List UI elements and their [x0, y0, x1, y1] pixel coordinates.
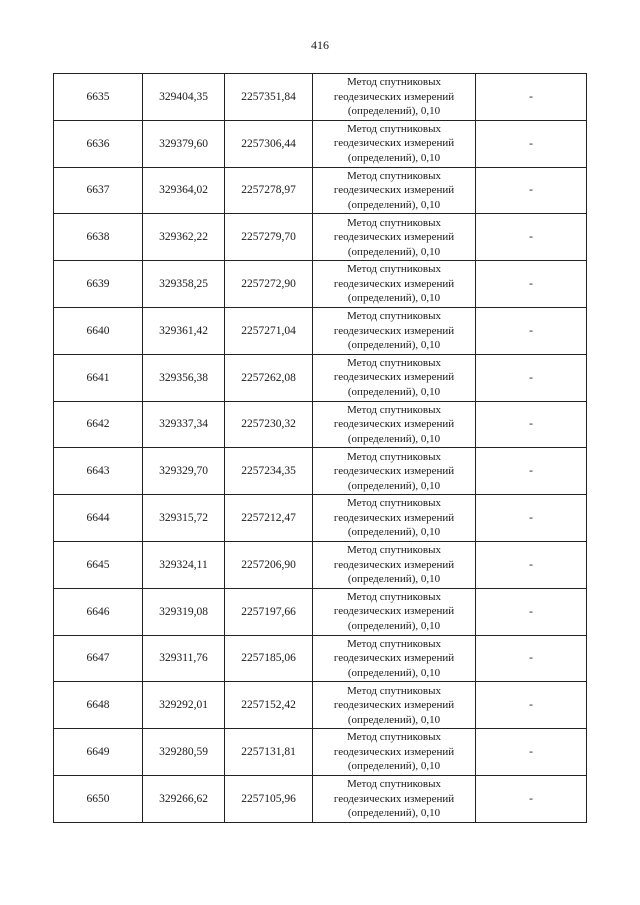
method-cell: [313, 354, 476, 401]
point-number-cell: 6646: [54, 588, 143, 635]
description-cell: -: [476, 775, 587, 822]
method-text-line: (определений), 0,10: [347, 385, 441, 398]
method-text-line: (определений), 0,10: [347, 198, 441, 211]
method-cell: [313, 495, 476, 542]
method-text-line: (определений), 0,10: [347, 151, 441, 164]
point-number-cell: 6636: [54, 120, 143, 167]
method-text-line: (определений), 0,10: [347, 666, 441, 679]
description-cell: -: [476, 448, 587, 495]
method-text-line: геодезических измерений: [333, 605, 455, 618]
x-coordinate-cell: 329280,59: [143, 729, 225, 776]
y-coordinate-cell: 2257152,42: [225, 682, 313, 729]
method-text-line: (определений), 0,10: [347, 479, 441, 492]
table-row: [54, 635, 587, 682]
point-number-cell: 6645: [54, 541, 143, 588]
method-text-line: Метод спутниковых: [347, 76, 441, 89]
description-cell: -: [476, 214, 587, 261]
method-text-line: геодезических измерений: [333, 558, 455, 571]
table-row: [54, 541, 587, 588]
table-row: [54, 307, 587, 354]
method-cell: [313, 214, 476, 261]
description-cell: -: [476, 74, 587, 121]
coordinates-table-body: [54, 74, 587, 823]
point-number-cell: 6643: [54, 448, 143, 495]
description-cell: -: [476, 120, 587, 167]
method-text-line: геодезических измерений: [333, 231, 455, 244]
description-cell: -: [476, 401, 587, 448]
method-cell: [313, 775, 476, 822]
x-coordinate-cell: 329266,62: [143, 775, 225, 822]
method-cell: [313, 307, 476, 354]
point-number-cell: 6640: [54, 307, 143, 354]
table-row: [54, 448, 587, 495]
table-row: [54, 682, 587, 729]
y-coordinate-cell: 2257206,90: [225, 541, 313, 588]
table-row: [54, 401, 587, 448]
description-cell: -: [476, 495, 587, 542]
point-number-cell: 6650: [54, 775, 143, 822]
method-cell: [313, 635, 476, 682]
point-number-cell: 6649: [54, 729, 143, 776]
point-number-cell: 6641: [54, 354, 143, 401]
y-coordinate-cell: 2257197,66: [225, 588, 313, 635]
method-cell: [313, 541, 476, 588]
method-text-line: геодезических измерений: [333, 184, 455, 197]
method-text-line: (определений), 0,10: [347, 807, 441, 820]
x-coordinate-cell: 329358,25: [143, 261, 225, 308]
x-coordinate-cell: 329319,08: [143, 588, 225, 635]
method-text-line: геодезических измерений: [333, 418, 455, 431]
point-number-cell: 6637: [54, 167, 143, 214]
method-text-line: Метод спутниковых: [347, 544, 441, 557]
method-text-line: Метод спутниковых: [347, 122, 441, 135]
y-coordinate-cell: 2257185,06: [225, 635, 313, 682]
table-row: [54, 261, 587, 308]
method-text-line: Метод спутниковых: [347, 216, 441, 229]
method-text-line: (определений), 0,10: [347, 105, 441, 118]
method-cell: [313, 401, 476, 448]
method-text-line: геодезических измерений: [333, 90, 455, 103]
point-number-cell: 6647: [54, 635, 143, 682]
point-number-cell: 6639: [54, 261, 143, 308]
method-text-line: Метод спутниковых: [347, 169, 441, 182]
method-text-line: геодезических измерений: [333, 371, 455, 384]
y-coordinate-cell: 2257306,44: [225, 120, 313, 167]
y-coordinate-cell: 2257234,35: [225, 448, 313, 495]
x-coordinate-cell: 329364,02: [143, 167, 225, 214]
method-text-line: геодезических измерений: [333, 792, 455, 805]
table-row: [54, 495, 587, 542]
method-text-line: Метод спутниковых: [347, 263, 441, 276]
method-cell: [313, 588, 476, 635]
method-text-line: геодезических измерений: [333, 137, 455, 150]
table-row: [54, 120, 587, 167]
x-coordinate-cell: 329362,22: [143, 214, 225, 261]
method-cell: [313, 682, 476, 729]
method-text-line: (определений), 0,10: [347, 619, 441, 632]
method-text-line: Метод спутниковых: [347, 731, 441, 744]
method-cell: [313, 120, 476, 167]
point-number-cell: 6642: [54, 401, 143, 448]
method-text-line: геодезических измерений: [333, 324, 455, 337]
point-number-cell: 6648: [54, 682, 143, 729]
x-coordinate-cell: 329311,76: [143, 635, 225, 682]
method-text-line: Метод спутниковых: [347, 637, 441, 650]
method-text-line: геодезических измерений: [333, 277, 455, 290]
y-coordinate-cell: 2257351,84: [225, 74, 313, 121]
method-text-line: Метод спутниковых: [347, 310, 441, 323]
table-row: [54, 775, 587, 822]
description-cell: -: [476, 261, 587, 308]
table-row: [54, 729, 587, 776]
method-text-line: Метод спутниковых: [347, 778, 441, 791]
method-text-line: (определений), 0,10: [347, 432, 441, 445]
y-coordinate-cell: 2257105,96: [225, 775, 313, 822]
y-coordinate-cell: 2257212,47: [225, 495, 313, 542]
table-row: [54, 354, 587, 401]
x-coordinate-cell: 329324,11: [143, 541, 225, 588]
description-cell: -: [476, 167, 587, 214]
x-coordinate-cell: 329356,38: [143, 354, 225, 401]
y-coordinate-cell: 2257131,81: [225, 729, 313, 776]
method-text-line: (определений), 0,10: [347, 245, 441, 258]
method-text-line: Метод спутниковых: [347, 356, 441, 369]
method-text-line: геодезических измерений: [333, 465, 455, 478]
point-number-cell: 6644: [54, 495, 143, 542]
method-text-line: (определений), 0,10: [347, 339, 441, 352]
y-coordinate-cell: 2257272,90: [225, 261, 313, 308]
method-cell: [313, 74, 476, 121]
description-cell: -: [476, 307, 587, 354]
y-coordinate-cell: 2257278,97: [225, 167, 313, 214]
method-text-line: (определений), 0,10: [347, 292, 441, 305]
page-number: 416: [311, 38, 329, 52]
method-cell: [313, 448, 476, 495]
method-text-line: геодезических измерений: [333, 511, 455, 524]
x-coordinate-cell: 329361,42: [143, 307, 225, 354]
table-row: [54, 214, 587, 261]
x-coordinate-cell: 329404,35: [143, 74, 225, 121]
table-row: [54, 167, 587, 214]
description-cell: -: [476, 729, 587, 776]
y-coordinate-cell: 2257230,32: [225, 401, 313, 448]
method-text-line: (определений), 0,10: [347, 760, 441, 773]
x-coordinate-cell: 329337,34: [143, 401, 225, 448]
method-text-line: Метод спутниковых: [347, 590, 441, 603]
y-coordinate-cell: 2257279,70: [225, 214, 313, 261]
method-text-line: (определений), 0,10: [347, 573, 441, 586]
table-row: [54, 588, 587, 635]
method-text-line: Метод спутниковых: [347, 450, 441, 463]
y-coordinate-cell: 2257262,08: [225, 354, 313, 401]
y-coordinate-cell: 2257271,04: [225, 307, 313, 354]
point-number-cell: 6638: [54, 214, 143, 261]
method-text-line: Метод спутниковых: [347, 684, 441, 697]
method-text-line: Метод спутниковых: [347, 403, 441, 416]
table-row: [54, 74, 587, 121]
description-cell: -: [476, 682, 587, 729]
x-coordinate-cell: 329379,60: [143, 120, 225, 167]
method-text-line: геодезических измерений: [333, 652, 455, 665]
x-coordinate-cell: 329329,70: [143, 448, 225, 495]
method-cell: [313, 167, 476, 214]
coordinates-table: [53, 73, 587, 823]
x-coordinate-cell: 329315,72: [143, 495, 225, 542]
method-text-line: Метод спутниковых: [347, 497, 441, 510]
method-text-line: геодезических измерений: [333, 745, 455, 758]
method-text-line: (определений), 0,10: [347, 713, 441, 726]
description-cell: -: [476, 354, 587, 401]
description-cell: -: [476, 635, 587, 682]
description-cell: -: [476, 588, 587, 635]
method-cell: [313, 261, 476, 308]
method-text-line: (определений), 0,10: [347, 526, 441, 539]
x-coordinate-cell: 329292,01: [143, 682, 225, 729]
method-text-line: геодезических измерений: [333, 699, 455, 711]
method-cell: [313, 729, 476, 776]
description-cell: -: [476, 541, 587, 588]
point-number-cell: 6635: [54, 74, 143, 121]
